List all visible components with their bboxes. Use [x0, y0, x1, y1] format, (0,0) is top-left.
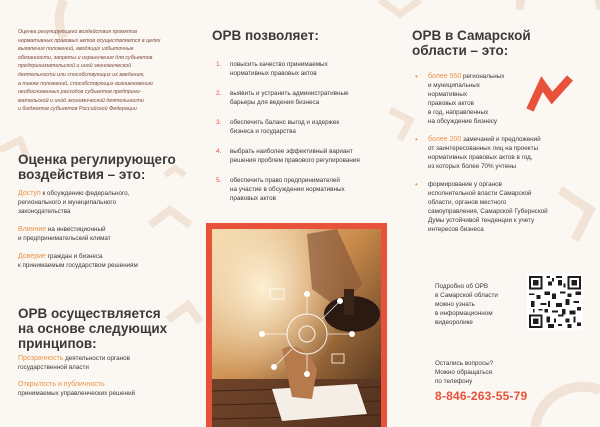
list-item: 3. обеспечить баланс выгод и издержек бизнеса и государства	[216, 119, 340, 135]
column-left	[0, 0, 200, 427]
contact-text: Остались вопросы? Можно обращаться по телефону	[435, 360, 494, 385]
hero-photo	[212, 229, 381, 427]
hero-photo-illustration	[212, 229, 381, 427]
allows-heading: ОРВ позволяет:	[212, 28, 319, 43]
allows-list	[216, 60, 396, 214]
principles-heading: ОРВ осуществляется на основе следующих принципов:	[18, 306, 168, 351]
list-item: Доверие граждан и бизнеса к принимаемым государством решениям	[18, 253, 138, 269]
bullet-icon: •	[415, 180, 418, 189]
region-list	[415, 72, 595, 243]
list-item: Влияние на инвестиционный и предпринимательский климат	[18, 226, 111, 242]
bullet-icon: •	[415, 72, 418, 81]
list-item: • формирование у органов исполнительной власти Самарской области, органов местного самоуправления, Самарской Губернской Думы устойчивой тенденции к учету интересов бизнеса	[415, 180, 548, 233]
list-item: 2. выявить и устранить административные барьеры для ведения бизнеса	[216, 90, 349, 106]
qr-caption: Подробно об ОРВ в Самарской области можно узнать в информационном видеоролике	[435, 283, 498, 326]
qr-code-icon[interactable]	[527, 274, 583, 330]
ovr-heading: Оценка регулирующего воздействия – это:	[18, 152, 176, 182]
bullet-icon: •	[415, 135, 418, 144]
intro-text: Оценка регулирующего воздействия проектов нормативных правовых актов осуществляется в целях выявления положений, вводящих избыточные обязанности, запреты и ограничения для субъектов предпринимательской и иной экономической деятельности или способствующих их введению, а также положений, способствующих возникновению необоснованных расходов субъектов предприни- мательской и иной экономической деятельности и бюджетов субъектов Российской Федерации	[18, 29, 161, 113]
ovr-list	[18, 189, 193, 279]
principles-list	[18, 354, 193, 406]
list-item: 5. обеспечить право предпринимателей на участие в обсуждении нормативных правовых актов	[216, 177, 345, 202]
list-item: Доступ к обсуждению федерального, регионального и муниципального законодательства	[18, 190, 130, 215]
photo-frame	[206, 223, 387, 427]
list-item: Открытость и публичность принимаемых управленческих решений	[18, 381, 136, 397]
list-item: Прозрачность деятельности органов государственной власти	[18, 355, 131, 371]
list-item: 4. выбрать наиболее эффективный вариант решения проблем правового регулирования	[216, 148, 360, 164]
list-item: 1. повысить качество принимаемых нормативных правовых актов	[216, 61, 328, 77]
list-item: • более 950 региональных и муниципальных нормативных правовых актов в год, направленных на обсуждение бизнесу	[415, 72, 505, 125]
phone-number[interactable]: 8-846-263-55-79	[435, 389, 528, 403]
region-heading: ОРВ в Самарской области – это:	[412, 28, 531, 58]
list-item: • более 200 замечаний и предложений от заинтересованных лиц на проекты нормативных правовых актов в год, из которых более 70% учтены	[415, 135, 541, 170]
